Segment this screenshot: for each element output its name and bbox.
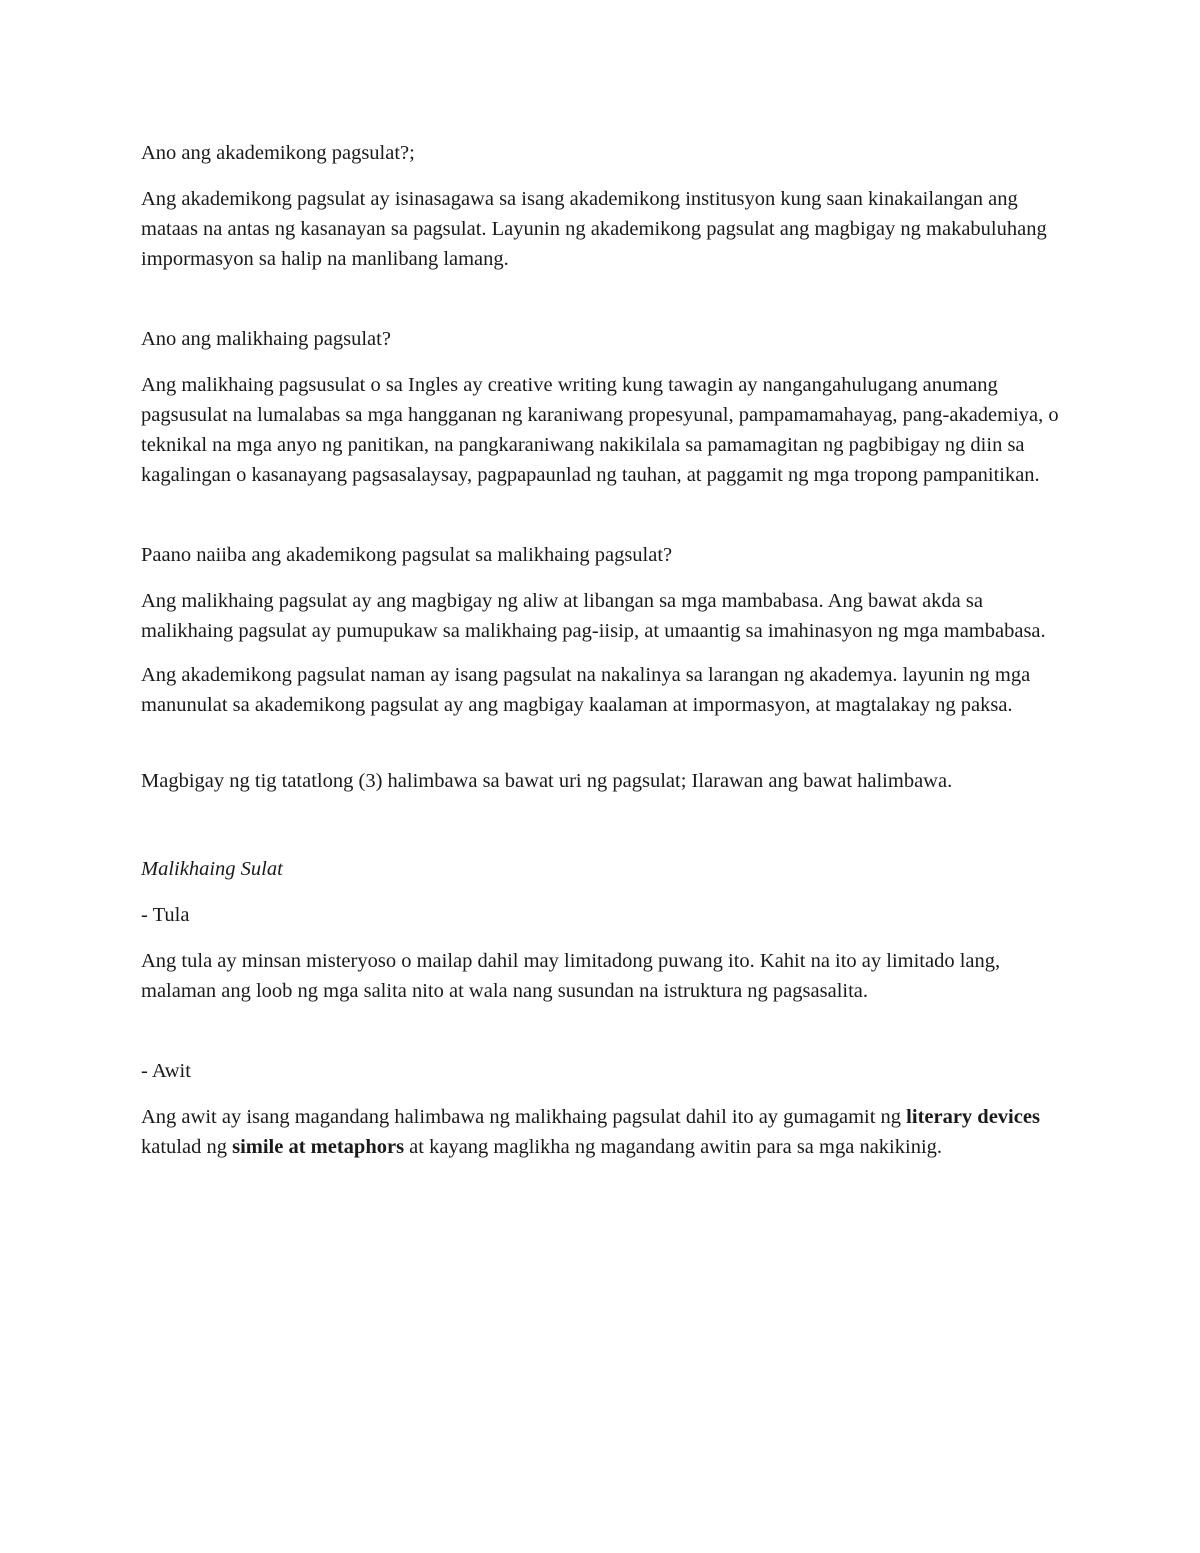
- answer-pagkakaiba-akademiko: Ang akademikong pagsulat naman ay isang pagsulat na nakalinya sa larangan ng akademya. layunin ng mga manunulat sa akademikong pagsulat ay ang magbigay kaalaman at impormasyon, at magtalakay ng paksa.: [141, 664, 1031, 716]
- question-malikhaing-pagsulat: Ano ang malikhaing pagsulat?: [141, 328, 391, 350]
- example-description-tula: Ang tula ay minsan misteryoso o mailap dahil may limitadong puwang ito. Kahit na ito ay limitado lang, malaman ang loob ng mga salita nito at wala nang susundan na istruktura ng pagsasalita.: [141, 950, 1001, 1002]
- question-pagkakaiba: Paano naiiba ang akademikong pagsulat sa malikhaing pagsulat?: [141, 544, 673, 566]
- section-title-malikhaing-sulat: Malikhaing Sulat: [141, 858, 283, 880]
- awit-bold-literary-devices: literary devices: [906, 1106, 1040, 1128]
- answer-akademikong-pagsulat: Ang akademikong pagsulat ay isinasagawa sa isang akademikong institusyon kung saan kinakailangan ang mataas na antas ng kasanayan sa pagsulat. Layunin ng akademikong pagsulat ang magbigay ng makabuluhang impormasyon sa halip na manlibang lamang.: [141, 188, 1047, 270]
- example-description-awit: [141, 1102, 1066, 1162]
- answer-malikhaing-pagsulat: Ang malikhaing pagsusulat o sa Ingles ay creative writing kung tawagin ay nangangahulugang anumang pagsusulat na lumalabas sa mga hangganan ng karaniwang propesyunal, pampamamahayag, pang-akademiya, o teknikal na mga anyo ng panitikan, na pangkaraniwang nakikilala sa pamamagitan ng pagbibigay ng diin sa kagalingan o kasanayang pagsasalaysay, pagpapaunlad ng tauhan, at paggamit ng mga tropong pampanitikan.: [141, 374, 1059, 486]
- example-label-tula: - Tula: [141, 904, 190, 926]
- awit-text-part-2: katulad ng: [141, 1136, 233, 1158]
- awit-text-part-3: at kayang maglikha ng magandang awitin para sa mga nakikinig.: [404, 1136, 943, 1158]
- document-body: [141, 138, 1066, 1176]
- instruction-text: Magbigay ng tig tatatlong (3) halimbawa sa bawat uri ng pagsulat; Ilarawan ang bawat halimbawa.: [141, 770, 953, 792]
- awit-bold-simile-metaphors: simile at metaphors: [232, 1136, 405, 1158]
- answer-pagkakaiba-malikhain: Ang malikhaing pagsulat ay ang magbigay ng aliw at libangan sa mga mambabasa. Ang bawat akda sa malikhaing pagsulat ay pumupukaw sa malikhaing pag-iisip, at umaantig sa imahinasyon ng mga mambabasa.: [141, 590, 1046, 642]
- question-akademikong-pagsulat: Ano ang akademikong pagsulat?;: [141, 142, 415, 164]
- example-label-awit: - Awit: [141, 1060, 191, 1082]
- awit-text-part-1: Ang awit ay isang magandang halimbawa ng malikhaing pagsulat dahil ito ay gumagamit ng: [141, 1106, 907, 1128]
